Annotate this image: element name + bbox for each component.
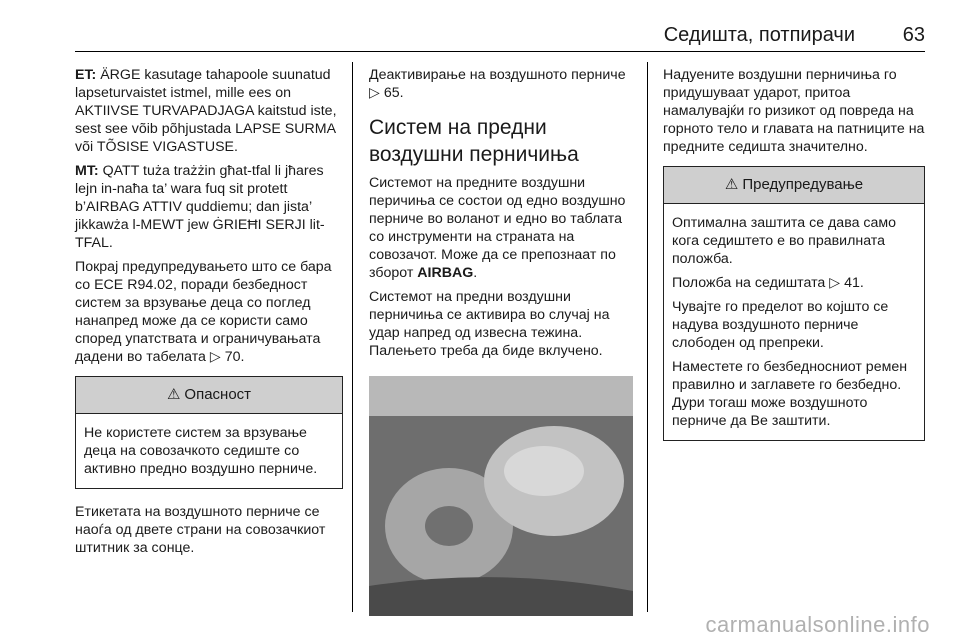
warning-box bbox=[663, 166, 925, 441]
airbag-photo bbox=[369, 376, 633, 616]
warning-box-header bbox=[664, 167, 924, 204]
mt-label: MT: bbox=[75, 163, 99, 179]
et-paragraph bbox=[75, 66, 343, 156]
arrow-ref-icon: ▷ bbox=[829, 275, 841, 291]
column-3 bbox=[663, 66, 925, 441]
danger-box-body bbox=[76, 414, 342, 488]
page-number: 63 bbox=[902, 24, 925, 46]
watermark: carmanualsonline.info bbox=[705, 612, 930, 637]
airbag-illustration bbox=[369, 376, 633, 616]
arrow-ref-icon: ▷ bbox=[209, 349, 221, 365]
ece-paragraph: Покрај предупредувањето што се бара со ECE R94.02, поради безбедност систем за врзување деца со поглед нанапред може да се користи само според упатствата и ограничувањата дадени во табелата ▷ 70. bbox=[75, 259, 332, 365]
mt-paragraph bbox=[75, 162, 343, 252]
warning-title: Предупредување bbox=[742, 176, 864, 193]
warning-text-3: Чувајте го пределот во којшто се надува воздушното перниче слободен од препреки. bbox=[672, 299, 889, 351]
warning-triangle-icon: ⚠ bbox=[724, 176, 739, 193]
page-header bbox=[75, 18, 925, 52]
warning-triangle-icon: ⚠ bbox=[166, 386, 181, 403]
deactivate-paragraph: Деактивирање на воздушното перниче ▷ 65. bbox=[369, 67, 626, 101]
system-paragraph: Системот на предните воздушни перичиња се состои од едно воздушно перниче во воланот и едно во таблата со инструменти на страната на совозачот. Може да се препознаат по зборот AIRBAG. bbox=[369, 175, 626, 281]
warning-text-4: Наместете го безбедносниот ремен правилно и заглавете го безбедно. Дури тогаш може воздушното перниче да Ве заштити. bbox=[672, 359, 908, 429]
arrow-ref-icon: ▷ bbox=[369, 85, 380, 101]
header-title: Седишта, потпирачи bbox=[663, 24, 855, 46]
header-rule bbox=[75, 51, 925, 52]
warning-box-body bbox=[664, 204, 924, 440]
column-divider-1 bbox=[352, 62, 353, 612]
warning-text-2: Положба на седиштата ▷ 41. bbox=[672, 275, 864, 291]
airbag-word: AIRBAG bbox=[417, 265, 474, 281]
mt-text: QATT tuża trażżin għat-tfal li jħares lejn in-naħa ta’ wara fuq sit protett b’AIRBAG ATTIV quddiemu; dan jista’ jikkawża l-MEWT jew ĠRIEĦI SERJI lit-TFAL. bbox=[75, 163, 325, 251]
danger-box bbox=[75, 376, 343, 489]
inflation-paragraph: Надуените воздушни перничиња го придушуваат ударот, притоа намалувајќи го ризикот од повреда на горното тело и главата на патниците на предните седишта значително. bbox=[663, 67, 925, 155]
column-2 bbox=[369, 66, 634, 616]
et-label: ET: bbox=[75, 67, 97, 83]
column-divider-2 bbox=[647, 62, 648, 612]
et-text: ÄRGE kasutage tahapoole suunatud lapseturvaistet istmel, mille ees on AKTIIVSE TURVAPADJAGA kaitstud iste, sest see võib põhjustada LAPSE SURMA või TÕSISE VIGASTUSE. bbox=[75, 67, 337, 155]
danger-box-header bbox=[76, 377, 342, 414]
activation-paragraph: Системот на предни воздушни перничиња се активира во случај на удар напред од извесна тежина. Палењето треба да биде вклучено. bbox=[369, 289, 610, 359]
danger-text: Не користете систем за врзување деца на совозачкото седиште со активно предно воздушно перниче. bbox=[84, 425, 318, 477]
section-heading: Систем на предни воздушни перничиња bbox=[369, 116, 579, 166]
label-location-paragraph: Етикетата на воздушното перниче се наоѓа од двете страни на совозачкиот штитник за сонце. bbox=[75, 504, 326, 556]
column-1 bbox=[75, 66, 343, 563]
warning-text-1: Оптимална заштита се дава само кога седиштето е во правилната положба. bbox=[672, 215, 897, 267]
danger-title: Опасност bbox=[184, 386, 252, 403]
